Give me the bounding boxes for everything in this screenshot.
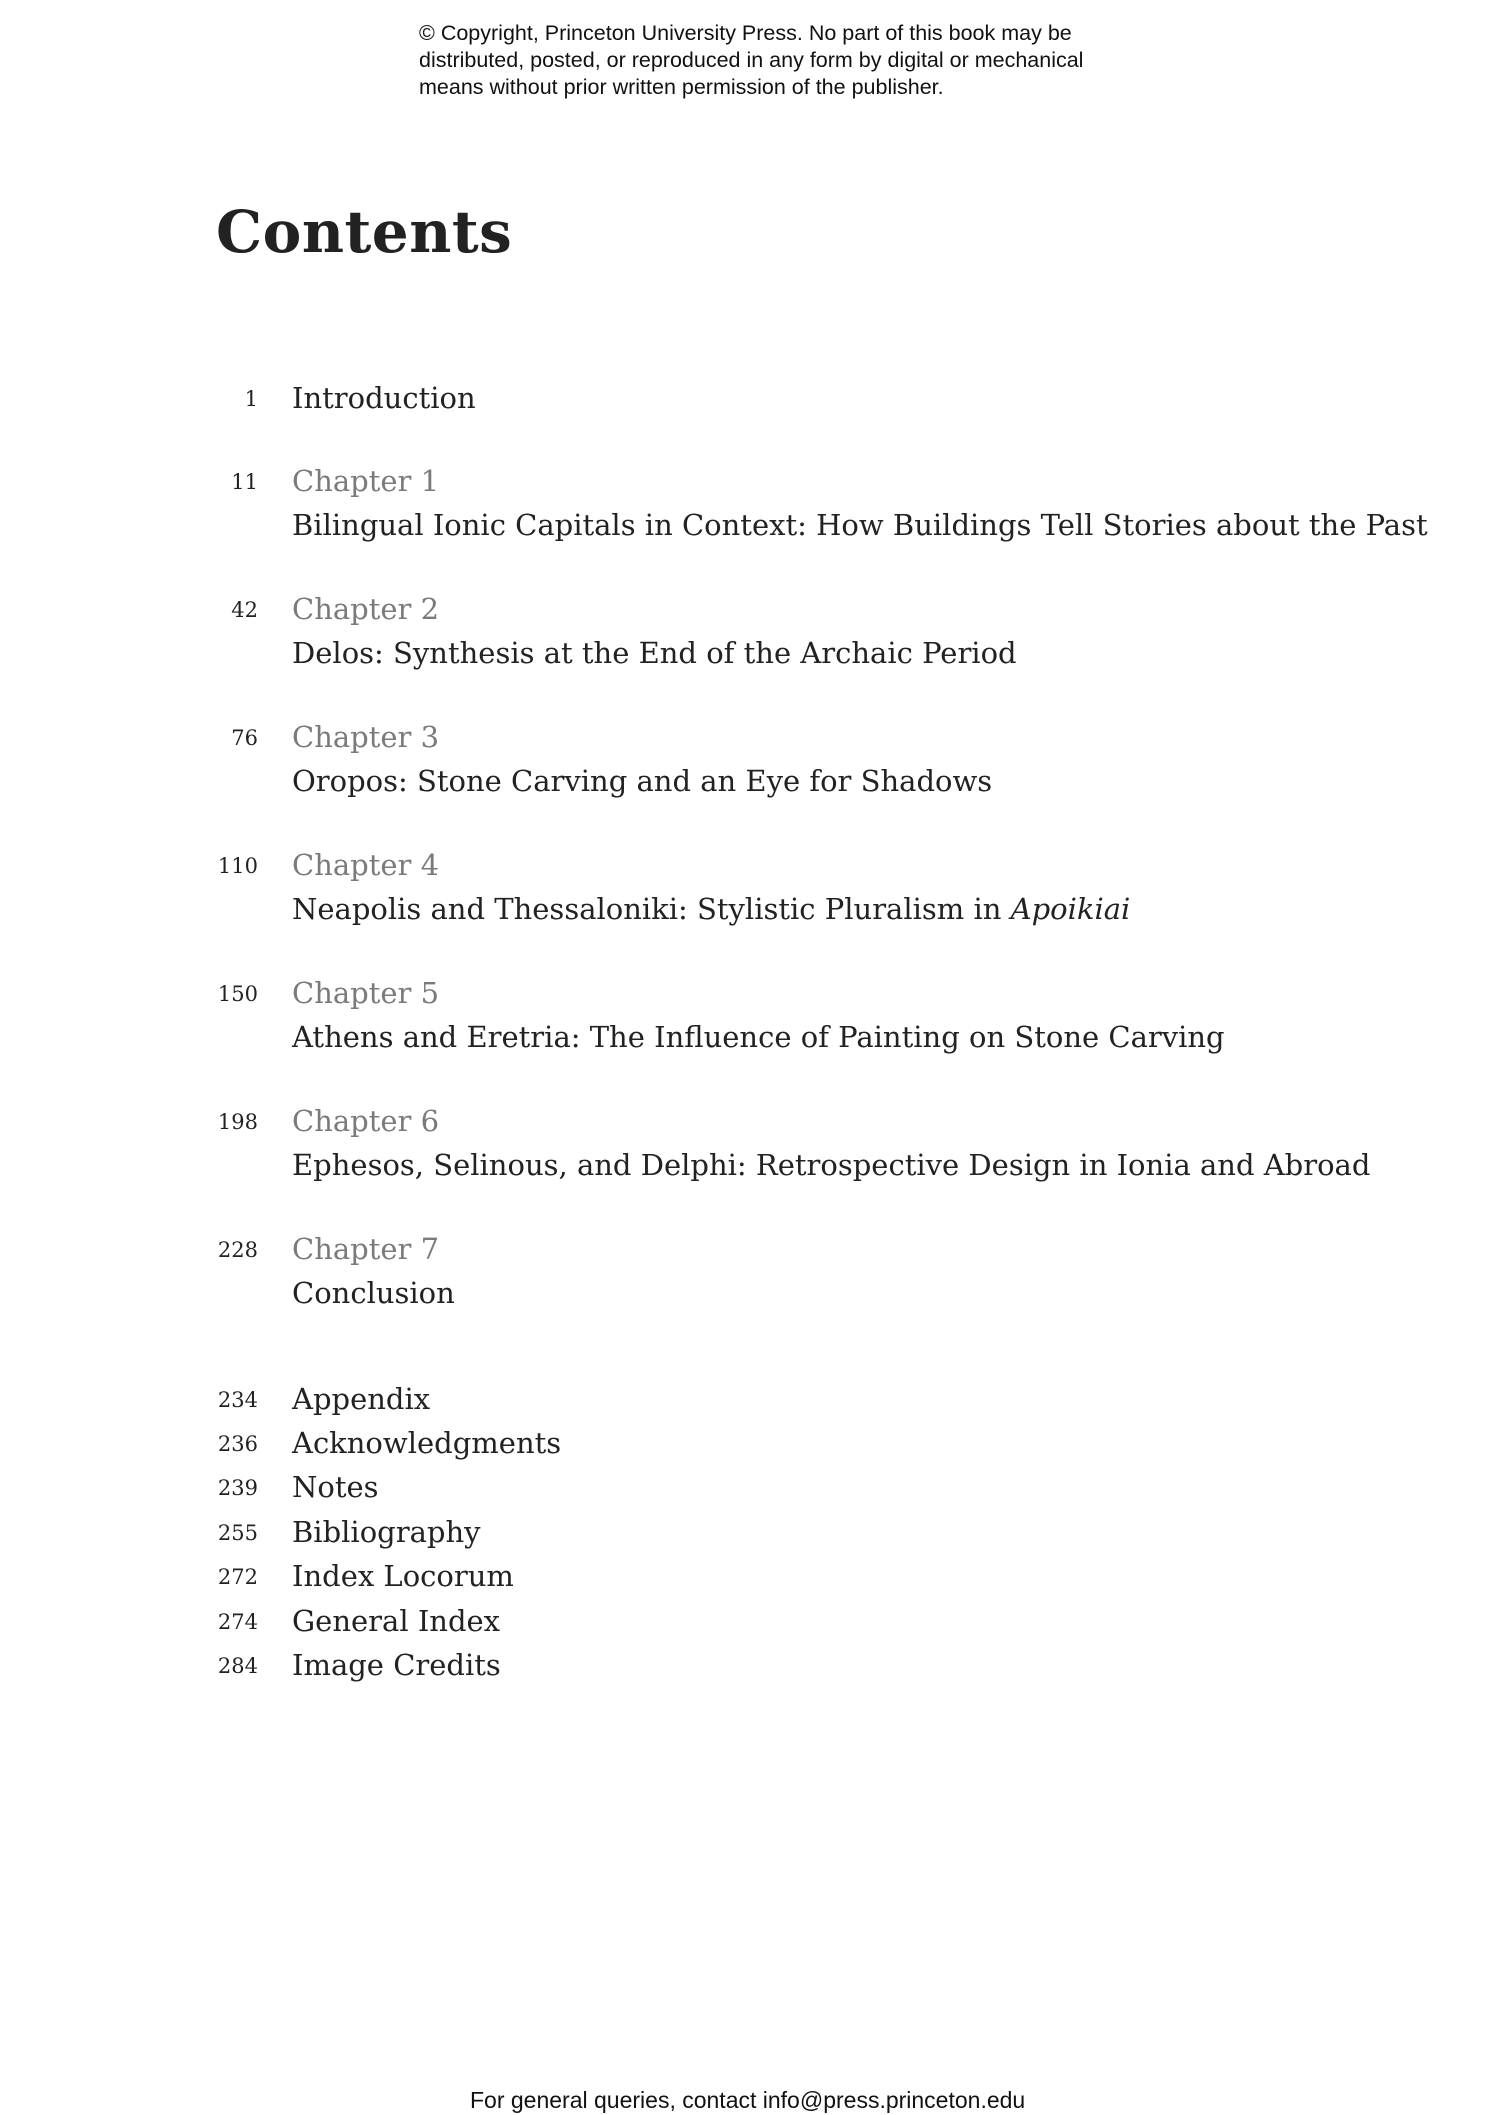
toc-page-number: 255: [217, 1521, 258, 1545]
toc-page-number: 228: [217, 1238, 258, 1262]
chapter-label: Chapter 1: [292, 464, 440, 498]
toc-page-number: 198: [217, 1110, 258, 1134]
chapter-label: Chapter 7: [292, 1232, 440, 1266]
toc-page-number: 150: [217, 982, 258, 1006]
chapter-title: Athens and Eretria: The Influence of Painting on Stone Carving: [292, 1020, 1225, 1054]
copyright-line: means without prior written permission of the publisher.: [419, 75, 944, 99]
chapter-title-italic: Apoikiai: [1010, 892, 1131, 926]
chapter-label: Chapter 5: [292, 976, 440, 1010]
toc-entry-title: Notes: [292, 1470, 379, 1504]
chapter-title: Ephesos, Selinous, and Delphi: Retrospective Design in Ionia and Abroad: [292, 1148, 1371, 1182]
toc-page-number: 42: [231, 598, 258, 622]
toc-entry-title: General Index: [292, 1604, 501, 1638]
toc-entry-title: Index Locorum: [292, 1559, 514, 1593]
toc-page-number: 234: [217, 1388, 258, 1412]
chapter-title-text: Neapolis and Thessaloniki: Stylistic Pluralism in: [292, 892, 1011, 926]
chapter-label: Chapter 3: [292, 720, 440, 754]
chapter-label: Chapter 6: [292, 1104, 440, 1138]
chapter-label: Chapter 4: [292, 848, 440, 882]
footer-contact: For general queries, contact info@press.princeton.edu: [470, 2087, 1026, 2113]
chapter-title: Oropos: Stone Carving and an Eye for Shadows: [292, 764, 993, 798]
toc-page-number: 76: [231, 726, 258, 750]
toc-page-number: 11: [231, 470, 258, 494]
chapter-title: [292, 889, 1130, 929]
toc-page-number: 239: [217, 1476, 258, 1500]
chapter-title: Conclusion: [292, 1276, 455, 1310]
chapter-title: Bilingual Ionic Capitals in Context: How Buildings Tell Stories about the Past: [292, 508, 1428, 542]
toc-page-number: 236: [217, 1432, 258, 1456]
page-title: Contents: [216, 198, 513, 266]
toc-entry-title: Introduction: [292, 381, 476, 415]
chapter-title: Delos: Synthesis at the End of the Archaic Period: [292, 636, 1017, 670]
toc-page-number: 284: [217, 1654, 258, 1678]
toc-entry-title: Image Credits: [292, 1648, 501, 1682]
toc-page-number: 272: [217, 1565, 258, 1589]
chapter-label: Chapter 2: [292, 592, 440, 626]
toc-page-number: 274: [217, 1610, 258, 1634]
toc-page-number: 110: [217, 854, 258, 878]
toc-entry-title: Appendix: [292, 1382, 431, 1416]
copyright-notice: [419, 20, 1179, 101]
copyright-line: © Copyright, Princeton University Press. No part of this book may be: [419, 21, 1072, 45]
toc-entry-title: Bibliography: [292, 1515, 481, 1549]
toc-page-number: 1: [244, 387, 258, 411]
copyright-line: distributed, posted, or reproduced in any form by digital or mechanical: [419, 48, 1084, 72]
toc-entry-title: Acknowledgments: [292, 1426, 562, 1460]
